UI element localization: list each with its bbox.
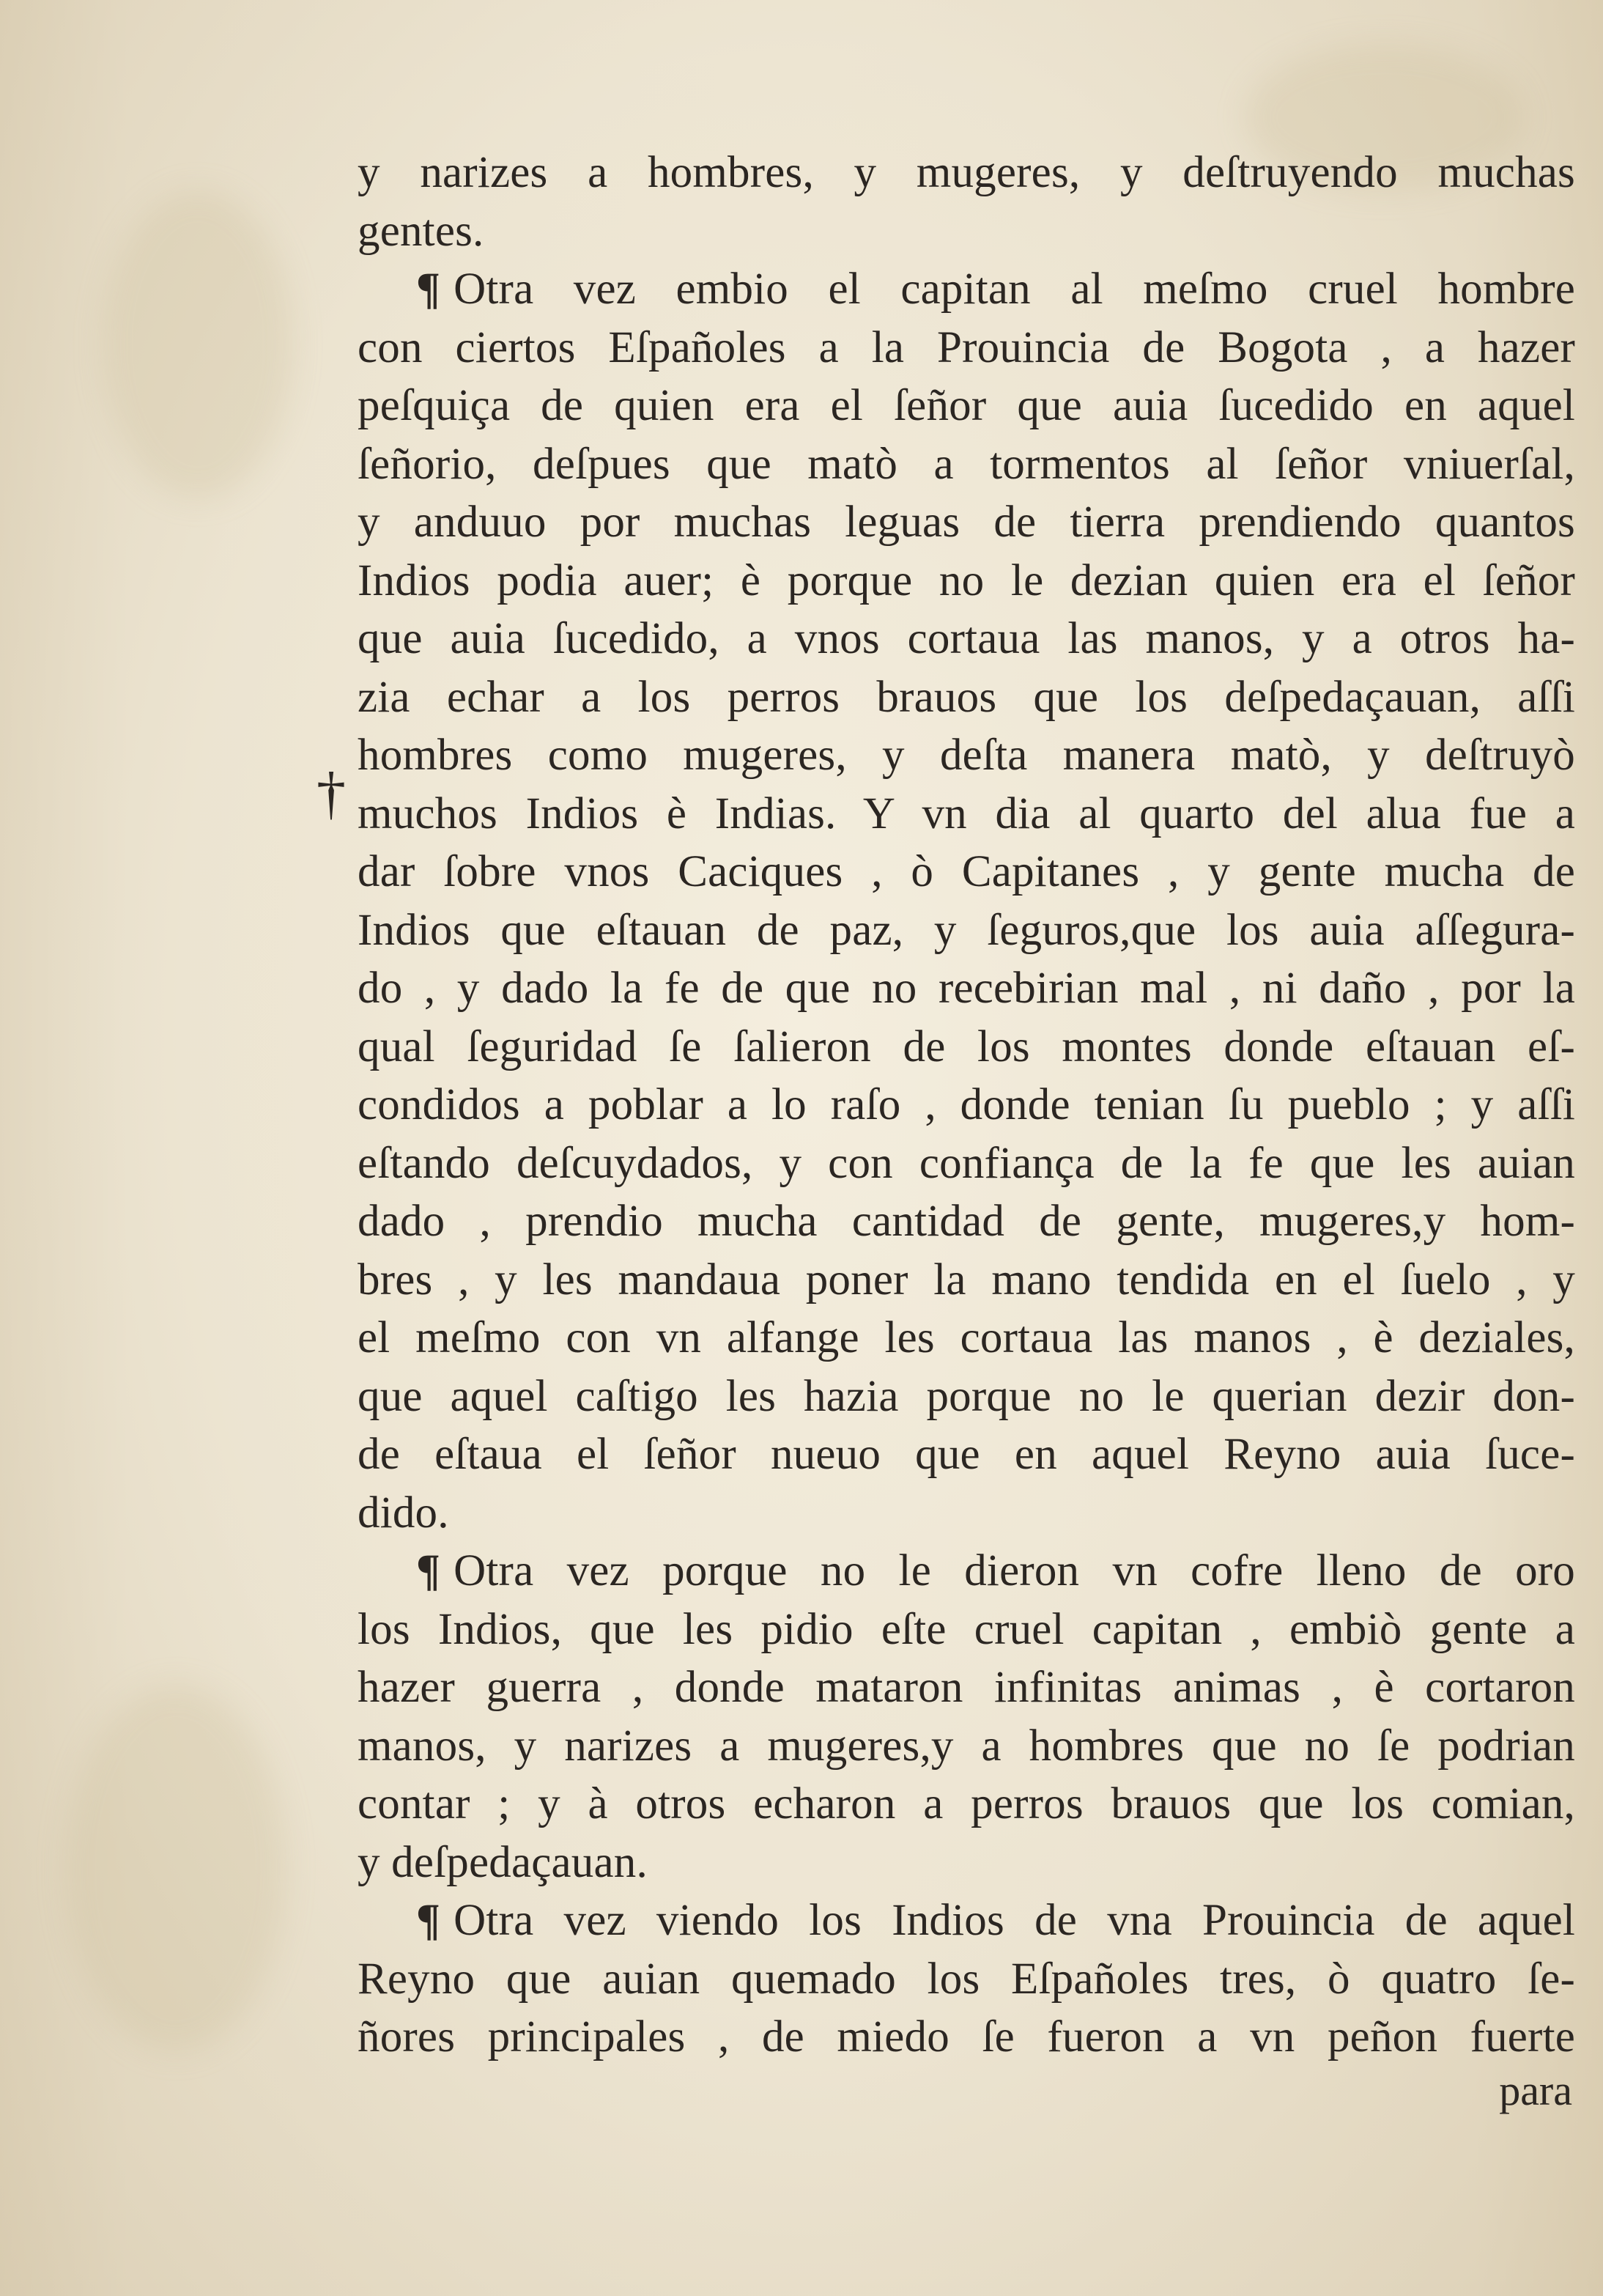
text-line (358, 1658, 1575, 1717)
text-line (358, 901, 1575, 960)
text-line (358, 1309, 1575, 1367)
text-line (358, 1134, 1575, 1193)
line-text: que auia ſucedido, a vnos cortaua las manos, y a otros ha- (358, 614, 1575, 663)
line-text: y anduuo por muchas leguas de tierra prendiendo quantos (358, 498, 1575, 547)
text-line (358, 1076, 1575, 1134)
text-line (358, 260, 1575, 319)
text-line (358, 959, 1575, 1018)
line-text: zia echar a los perros brauos que los deſpedaçauan, aſſi (358, 672, 1575, 722)
line-text: condidos a poblar a lo raſo , donde tenian ſu pueblo ; y aſſi (358, 1080, 1575, 1129)
line-text: y narizes a hombres, y mugeres, y deſtruyendo muchas (358, 148, 1575, 197)
line-text: los Indios, que les pidio eſte cruel capitan , embiò gente a (358, 1604, 1575, 1654)
text-line (358, 319, 1575, 377)
text-line (358, 668, 1575, 727)
paragraph (358, 1891, 1575, 2067)
paragraph (358, 260, 1575, 1542)
pilcrow-mark: ¶ (416, 1546, 441, 1595)
text-line (358, 1834, 1575, 1892)
text-line (358, 843, 1575, 901)
line-text: bres , y les mandaua poner la mano tendida en el ſuelo , y (358, 1255, 1575, 1304)
text-line (358, 610, 1575, 668)
text-line (358, 2008, 1575, 2067)
line-text: peſquiça de quien era el ſeñor que auia ſucedido en aquel (358, 381, 1575, 430)
paper-stain (66, 1686, 286, 2052)
text-line (358, 1891, 1575, 1950)
line-text: manos, y narizes a mugeres,y a hombres que no ſe podrian (358, 1721, 1575, 1771)
line-text: hombres como mugeres, y deſta manera matò, y deſtruyò (358, 731, 1575, 780)
pilcrow-mark: ¶ (416, 265, 441, 314)
line-text: que aquel caſtigo les hazia porque no le querian dezir don- (358, 1371, 1575, 1421)
text-line (358, 726, 1575, 785)
text-line (358, 1601, 1575, 1659)
line-text: Otra vez viendo los Indios de vna Prouincia de aquel (453, 1896, 1575, 1945)
line-text: contar ; y à otros echaron a perros brauos que los comian, (358, 1779, 1575, 1828)
line-text: Otra vez embio el capitan al meſmo cruel hombre (453, 265, 1575, 314)
line-text: dar ſobre vnos Caciques , ò Capitanes , y gente mucha de (358, 847, 1575, 896)
text-line (358, 1542, 1575, 1601)
line-text: eſtando deſcuydados, y con confiança de la fe que les auian (358, 1138, 1575, 1188)
text-line (358, 144, 1575, 202)
catchword: para (1499, 2067, 1572, 2114)
text-line (358, 493, 1575, 552)
text-line (358, 1425, 1575, 1484)
text-line (358, 1775, 1575, 1834)
text-line (358, 1367, 1575, 1426)
line-text: Indios podia auer; è porque no le dezian quien era el ſeñor (358, 555, 1575, 605)
line-text: gentes. (358, 206, 484, 256)
text-line (358, 1192, 1575, 1251)
pilcrow-mark: ¶ (416, 1896, 441, 1945)
text-line (358, 1251, 1575, 1310)
line-text: de eſtaua el ſeñor nueuo que en aquel Reyno auia ſuce- (358, 1430, 1575, 1479)
text-line (358, 552, 1575, 610)
line-text: y deſpedaçauan. (358, 1837, 648, 1887)
line-text: dido. (358, 1488, 449, 1538)
margin-cross-mark: † (316, 761, 346, 826)
line-text: ſeñorio, deſpues que matò a tormentos al ſeñor vniuerſal, (358, 439, 1575, 489)
text-line (358, 202, 1575, 261)
line-text: ñores principales , de miedo ſe fueron a vn peñon fuerte (358, 2012, 1575, 2061)
paper-stain (103, 191, 293, 498)
paragraph (358, 1542, 1575, 1891)
line-text: qual ſeguridad ſe ſalieron de los montes donde eſtauan eſ- (358, 1022, 1575, 1071)
line-text: Indios que eſtauan de paz, y ſeguros,que los auia aſſegura- (358, 905, 1575, 955)
line-text: hazer guerra , donde mataron infinitas animas , è cortaron (358, 1663, 1575, 1712)
text-line (358, 377, 1575, 435)
line-text: muchos Indios è Indias. Y vn dia al quarto del alua fue a (358, 789, 1575, 838)
line-text: Otra vez porque no le dieron vn cofre lleno de oro (453, 1546, 1575, 1595)
text-line (358, 1717, 1575, 1776)
line-text: do , y dado la fe de que no recebirian mal , ni daño , por la (358, 964, 1575, 1013)
paragraph (358, 144, 1575, 260)
text-line (358, 785, 1575, 844)
text-line (358, 1950, 1575, 2009)
line-text: el meſmo con vn alfange les cortaua las manos , è deziales, (358, 1313, 1575, 1362)
text-line (358, 1484, 1575, 1543)
line-text: dado , prendio mucha cantidad de gente, mugeres,y hom- (358, 1197, 1575, 1246)
line-text: con ciertos Eſpañoles a la Prouincia de Bogota , a hazer (358, 322, 1575, 372)
text-line (358, 1018, 1575, 1077)
main-text (358, 144, 1575, 2067)
line-text: Reyno que auian quemado los Eſpañoles tres, ò quatro ſe- (358, 1954, 1575, 2004)
text-line (358, 435, 1575, 494)
